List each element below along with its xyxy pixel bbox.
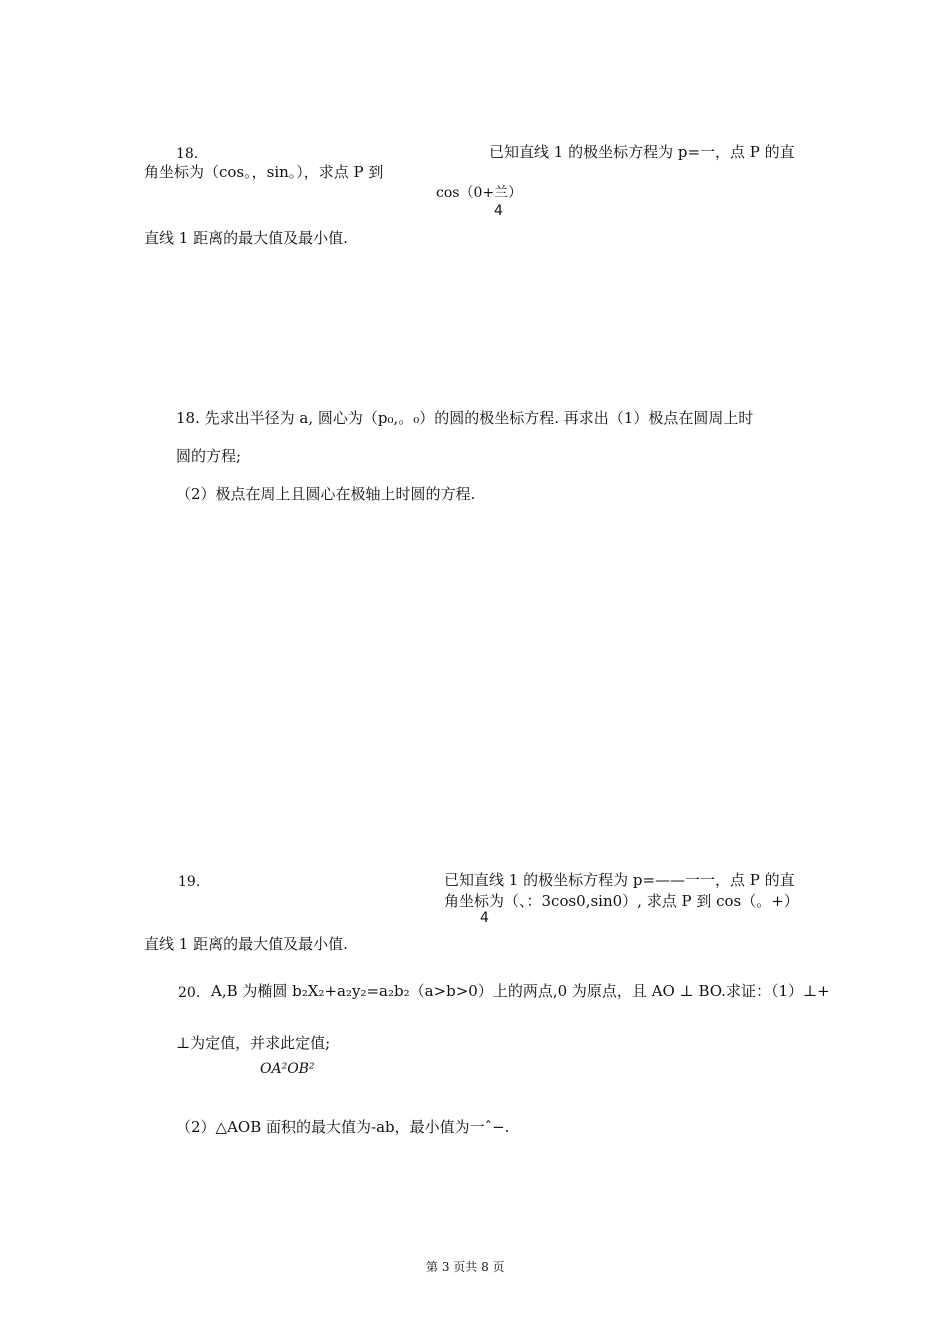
problem-number: 18. [176, 146, 199, 162]
fraction-denominator: 4 [480, 910, 489, 926]
problem-text-line: 直线 1 距离的最大值及最小值. [144, 229, 348, 247]
problem-text-line: 圆的方程; [176, 447, 242, 465]
fraction-denominator: 4 [494, 203, 503, 219]
problem-text-line: （2）△AOB 面积的最大值为-ab，最小值为一ˆ−. [176, 1118, 510, 1136]
formula: OA²OB² [260, 1061, 315, 1077]
problem-number: 19. [178, 874, 201, 890]
problem-text-line: 已知直线 1 的极坐标方程为 p=一，点 P 的直 [489, 143, 795, 161]
problem-text-line: 18. 先求出半径为 a, 圆心为（p₀,。₀）的圆的极坐标方程. 再求出（1）极点在圆周上时 [176, 409, 754, 427]
fraction-numerator: cos（0+兰） [436, 185, 523, 201]
problem-text-line: 直线 1 距离的最大值及最小值. [144, 935, 348, 953]
problem-text-line: 角坐标为（cos。，sin。），求点 P 到 [144, 163, 384, 181]
problem-number: 20. [178, 985, 201, 1001]
problem-text-line: 已知直线 1 的极坐标方程为 p=——一一，点 P 的直 [444, 871, 795, 889]
problem-text-line: 角坐标为（、：3cos0,sin0）, 求点 P 到 cos（。+） [444, 892, 799, 910]
problem-text-line: ⊥为定值，并求此定值; [176, 1034, 331, 1052]
problem-text-line: A,B 为椭圆 b₂X₂+a₂y₂=a₂b₂（a>b>0）上的两点,0 为原点，且 AO ⊥ BO.求证：（1）⊥+ [211, 982, 830, 1000]
page-footer: 第 3 页共 8 页 [426, 1260, 505, 1274]
problem-text-line: （2）极点在周上且圆心在极轴上时圆的方程. [176, 485, 476, 503]
